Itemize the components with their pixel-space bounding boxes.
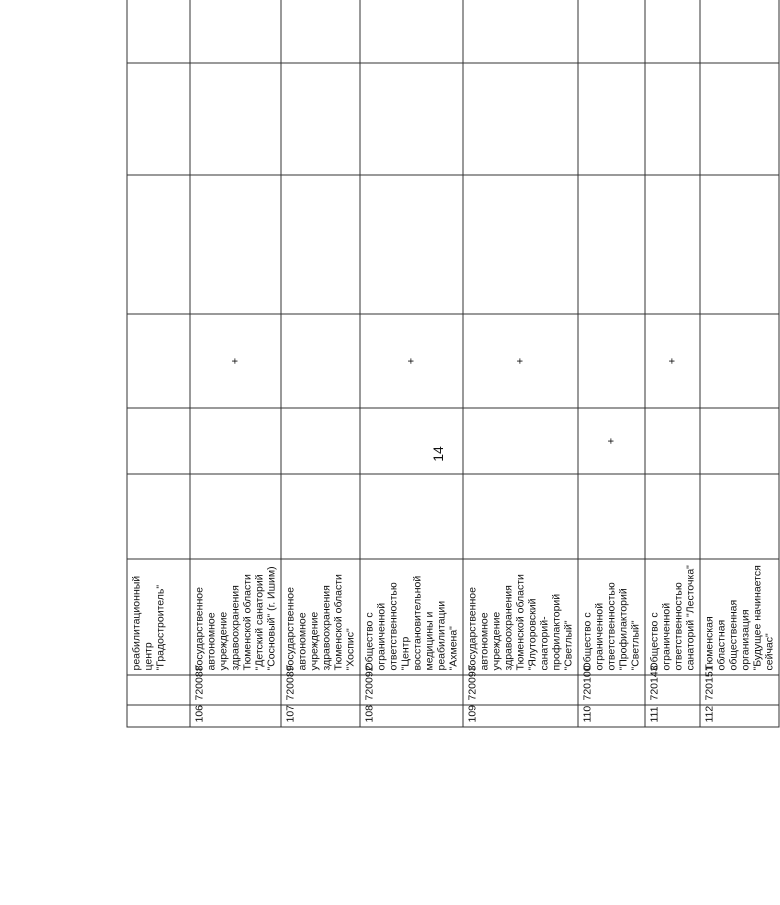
- row-number: 106: [190, 705, 281, 727]
- mark-cell-4: [578, 175, 645, 314]
- mark-cell-3: +: [190, 314, 281, 408]
- mark-cell-5: [578, 63, 645, 175]
- mark-cell-4: [700, 175, 779, 314]
- mark-cell-5: [700, 63, 779, 175]
- organization-name: реабилитационный центр "Градостроитель": [127, 559, 190, 675]
- organization-name: Общество с ограниченной ответственностью санаторий "Лесточка": [645, 559, 700, 675]
- row-code: 720088: [190, 675, 281, 705]
- mark-cell-6: [190, 0, 281, 63]
- row-number: 108: [360, 705, 463, 727]
- mark-cell-1: [190, 474, 281, 559]
- table-row: [190, 0, 281, 727]
- mark-cell-2: [700, 408, 779, 474]
- mark-cell-2: [463, 408, 578, 474]
- mark-cell-4: [127, 175, 190, 314]
- mark-cell-4: [281, 175, 360, 314]
- mark-cell-2: +: [578, 408, 645, 474]
- mark-cell-4: [190, 175, 281, 314]
- mark-cell-5: [281, 63, 360, 175]
- organization-name: Общество с ограниченной ответственностью "Центр восстановительной медицины и реабилитации "Ахмена": [360, 559, 463, 675]
- mark-cell-5: [360, 63, 463, 175]
- table-body: [127, 0, 779, 727]
- row-number: [127, 705, 190, 727]
- mark-cell-1: [281, 474, 360, 559]
- organization-name: Государственное автономное учреждение здравоохранения Тюменской области "Ялуторовский санаторий-профилакторий "Светлый": [463, 559, 578, 675]
- row-code: 720151: [700, 675, 779, 705]
- mark-cell-6: [360, 0, 463, 63]
- mark-cell-6: [645, 0, 700, 63]
- row-number: 111: [645, 705, 700, 727]
- mark-cell-1: [127, 474, 190, 559]
- row-code: 720093: [463, 675, 578, 705]
- mark-cell-3: +: [645, 314, 700, 408]
- mark-cell-2: [360, 408, 463, 474]
- mark-cell-6: [700, 0, 779, 63]
- mark-cell-3: [578, 314, 645, 408]
- mark-cell-3: +: [360, 314, 463, 408]
- mark-cell-4: [463, 175, 578, 314]
- mark-cell-4: [645, 175, 700, 314]
- organization-name: Государственное автономное учреждение здравоохранения Тюменской области "Хоспис": [281, 559, 360, 675]
- mark-cell-5: [645, 63, 700, 175]
- table-row: [360, 0, 463, 727]
- mark-cell-2: [645, 408, 700, 474]
- mark-cell-6: [127, 0, 190, 63]
- rotated-table-container: [127, 0, 776, 728]
- row-code: 720100: [578, 675, 645, 705]
- row-number: 110: [578, 705, 645, 727]
- organization-name: Общество с ограниченной ответственностью "Профилакторий "Светлый": [578, 559, 645, 675]
- row-number: 107: [281, 705, 360, 727]
- row-number: 112: [700, 705, 779, 727]
- registry-table: [127, 0, 780, 728]
- mark-cell-2: [281, 408, 360, 474]
- mark-cell-2: [190, 408, 281, 474]
- table-row: [127, 0, 190, 727]
- page-number: 14: [430, 446, 446, 462]
- row-code: 720089: [281, 675, 360, 705]
- mark-cell-6: [281, 0, 360, 63]
- table-row: [578, 0, 645, 727]
- mark-cell-3: [281, 314, 360, 408]
- row-code: 720143: [645, 675, 700, 705]
- mark-cell-3: [700, 314, 779, 408]
- table-row: [700, 0, 779, 727]
- mark-cell-1: [463, 474, 578, 559]
- mark-cell-3: +: [463, 314, 578, 408]
- mark-cell-1: [360, 474, 463, 559]
- mark-cell-5: [463, 63, 578, 175]
- organization-name: Государственное автономное учреждение здравоохранения Тюменской области "Детский санаторий "Сосновый" (г. Ишим): [190, 559, 281, 675]
- mark-cell-1: [700, 474, 779, 559]
- mark-cell-6: [578, 0, 645, 63]
- mark-cell-1: [578, 474, 645, 559]
- organization-name: Тюменская областная общественная организация "Будущее начинается сейчас": [700, 559, 779, 675]
- table-row: [645, 0, 700, 727]
- row-code: 720092: [360, 675, 463, 705]
- mark-cell-5: [190, 63, 281, 175]
- table-row: [281, 0, 360, 727]
- mark-cell-1: [645, 474, 700, 559]
- row-code: [127, 675, 190, 705]
- mark-cell-6: [463, 0, 578, 63]
- mark-cell-2: [127, 408, 190, 474]
- mark-cell-3: [127, 314, 190, 408]
- row-number: 109: [463, 705, 578, 727]
- mark-cell-4: [360, 175, 463, 314]
- mark-cell-5: [127, 63, 190, 175]
- table-row: [463, 0, 578, 727]
